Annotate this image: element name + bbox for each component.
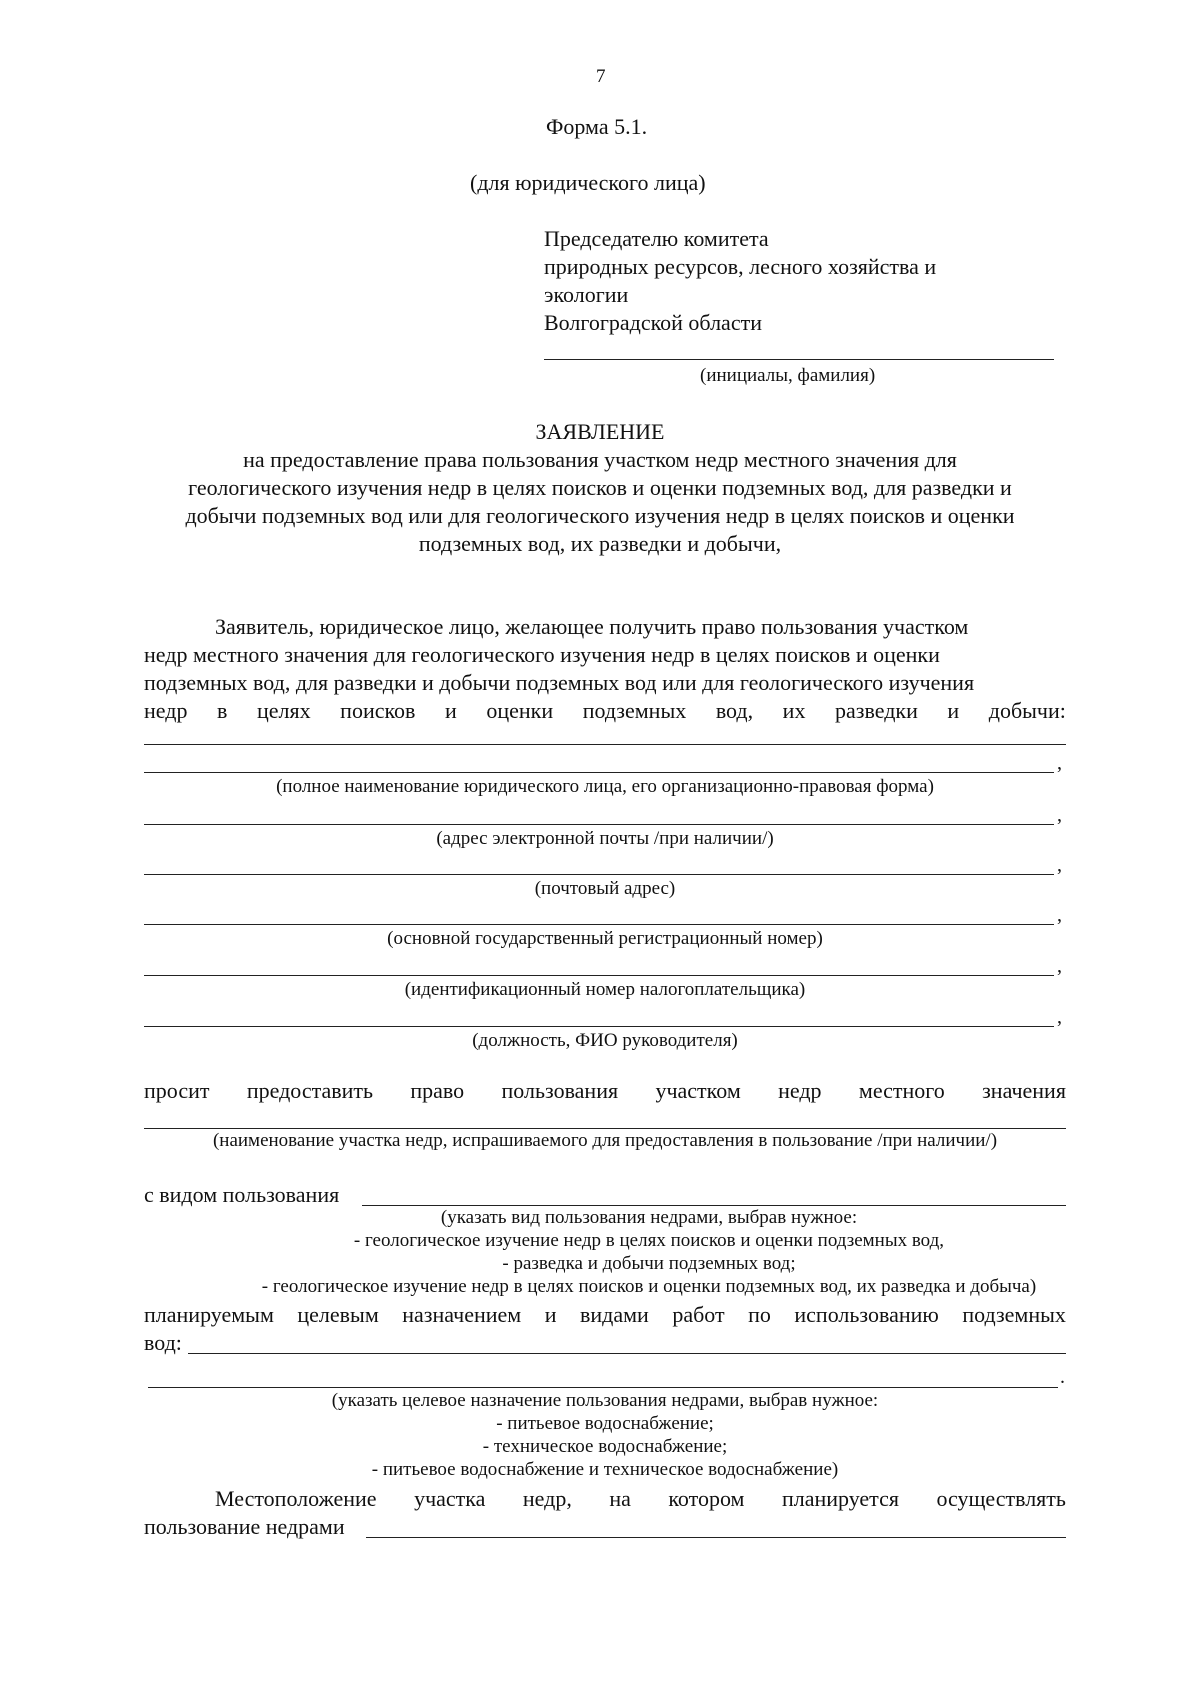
intro-line-4 xyxy=(144,698,1066,724)
full-name-field-line-1[interactable] xyxy=(144,744,1066,745)
title-line-4: подземных вод, их разведки и добычи, xyxy=(418,531,782,556)
postal-address-caption: (почтовый адрес) xyxy=(534,878,676,899)
postal-address-field-line[interactable] xyxy=(144,874,1054,875)
intro-line-3: подземных вод, для разведки и добычи подземных вод или для геологического изучения xyxy=(144,670,975,695)
intro-word: разведки xyxy=(835,698,918,723)
email-comma: , xyxy=(1057,804,1062,826)
intro-word: и xyxy=(445,698,457,723)
full-name-comma: , xyxy=(1057,752,1062,774)
page-number: 7 xyxy=(596,66,606,87)
intro-word: в xyxy=(217,698,228,723)
request-word: пользования xyxy=(501,1078,619,1103)
intro-word: оценки xyxy=(486,698,554,723)
purpose-note-4: - питьевое водоснабжение и техническое водоснабжение) xyxy=(371,1459,839,1480)
inn-field-line[interactable] xyxy=(144,975,1054,976)
title-line-1: на предоставление права пользования участком недр местного значения для xyxy=(243,447,957,472)
intro-word: подземных xyxy=(582,698,687,723)
title-line-3: добычи подземных вод или для геологического изучения недр в целях поисков и оценки xyxy=(185,503,1015,528)
request-word: недр xyxy=(778,1078,822,1103)
location-word: Местоположение xyxy=(215,1486,377,1511)
usage-type-note-4: - геологическое изучение недр в целях поисков и оценки подземных вод, их разведка и добыча) xyxy=(261,1276,1037,1297)
usage-type-field-line[interactable] xyxy=(362,1205,1066,1206)
location-word: котором xyxy=(668,1486,745,1511)
form-subtitle: (для юридического лица) xyxy=(470,170,706,195)
usage-type-note-1: (указать вид пользования недрами, выбрав нужное: xyxy=(440,1207,858,1228)
request-word: местного xyxy=(858,1078,945,1103)
location-word: на xyxy=(609,1486,631,1511)
purpose-word: и xyxy=(544,1302,557,1327)
intro-word: их xyxy=(782,698,806,723)
inn-caption: (идентификационный номер налогоплательщика) xyxy=(404,979,806,1000)
purpose-field-line-2[interactable] xyxy=(148,1387,1058,1388)
request-word: предоставить xyxy=(246,1078,374,1103)
purpose-word: назначением xyxy=(402,1302,522,1327)
head-comma: , xyxy=(1057,1006,1062,1028)
form-number: Форма 5.1. xyxy=(546,114,648,139)
intro-word: вод, xyxy=(715,698,754,723)
plot-name-caption: (наименование участка недр, испрашиваемого для предоставления в пользование /при наличии/) xyxy=(212,1130,998,1151)
email-caption: (адрес электронной почты /при наличии/) xyxy=(436,828,774,849)
postal-address-comma: , xyxy=(1057,854,1062,876)
request-line xyxy=(144,1078,1066,1104)
usage-type-note-3: - разведка и добычи подземных вод; xyxy=(502,1253,796,1274)
request-word: просит xyxy=(144,1078,210,1103)
purpose-field-line-1[interactable] xyxy=(188,1353,1066,1354)
purpose-label: вод: xyxy=(144,1330,182,1355)
purpose-word: подземных xyxy=(962,1302,1066,1327)
full-name-field-line-2[interactable] xyxy=(144,772,1054,773)
ogrn-field-line[interactable] xyxy=(144,924,1054,925)
purpose-word: по xyxy=(748,1302,771,1327)
purpose-word: целевым xyxy=(297,1302,379,1327)
head-field-line[interactable] xyxy=(144,1026,1054,1027)
intro-word: целях xyxy=(256,698,311,723)
purpose-period: . xyxy=(1060,1366,1065,1388)
purpose-note-1: (указать целевое назначение пользования недрами, выбрав нужное: xyxy=(331,1390,879,1411)
intro-word: и xyxy=(947,698,960,723)
full-name-caption: (полное наименование юридического лица, его организационно-правовая форма) xyxy=(276,776,934,797)
ogrn-caption: (основной государственный регистрационный номер) xyxy=(387,928,823,949)
addressee-line-1: Председателю комитета xyxy=(544,226,769,251)
location-word: планируется xyxy=(781,1486,899,1511)
intro-word: добычи: xyxy=(988,698,1066,723)
addressee-caption: (инициалы, фамилия) xyxy=(700,365,876,386)
addressee-line-2: природных ресурсов, лесного хозяйства и xyxy=(544,254,937,279)
title-line-2: геологического изучения недр в целях поисков и оценки подземных вод, для разведки и xyxy=(188,475,1012,500)
usage-type-label: с видом пользования xyxy=(144,1182,340,1207)
plot-name-field-line[interactable] xyxy=(144,1128,1066,1129)
location-line xyxy=(215,1486,1066,1512)
request-word: значения xyxy=(982,1078,1066,1103)
intro-line-2: недр местного значения для геологического изучения недр в целях поисков и оценки xyxy=(144,642,940,667)
email-field-line[interactable] xyxy=(144,824,1054,825)
purpose-word: планируемым xyxy=(144,1302,274,1327)
location-word: участка xyxy=(414,1486,486,1511)
purpose-note-2: - питьевое водоснабжение; xyxy=(496,1413,714,1434)
request-word: право xyxy=(410,1078,465,1103)
intro-word: поисков xyxy=(340,698,416,723)
head-caption: (должность, ФИО руководителя) xyxy=(472,1030,738,1051)
intro-word: недр xyxy=(144,698,188,723)
addressee-line-4: Волгоградской области xyxy=(544,310,762,335)
addressee-line-3: экологии xyxy=(544,282,629,307)
document-heading: ЗАЯВЛЕНИЕ xyxy=(535,419,665,444)
purpose-word: использованию xyxy=(794,1302,939,1327)
purpose-line xyxy=(144,1302,1066,1328)
ogrn-comma: , xyxy=(1057,904,1062,926)
purpose-word: видами xyxy=(579,1302,649,1327)
addressee-name-line[interactable] xyxy=(544,359,1054,360)
location-label: пользование недрами xyxy=(144,1514,345,1539)
location-word: осуществлять xyxy=(936,1486,1066,1511)
purpose-note-3: - техническое водоснабжение; xyxy=(482,1436,728,1457)
intro-line-1: Заявитель, юридическое лицо, желающее получить право пользования участком xyxy=(215,614,969,639)
request-word: участком xyxy=(655,1078,741,1103)
inn-comma: , xyxy=(1057,955,1062,977)
location-word: недр, xyxy=(522,1486,572,1511)
location-field-line[interactable] xyxy=(366,1537,1066,1538)
usage-type-note-2: - геологическое изучение недр в целях поисков и оценки подземных вод, xyxy=(353,1230,945,1251)
purpose-word: работ xyxy=(672,1302,725,1327)
